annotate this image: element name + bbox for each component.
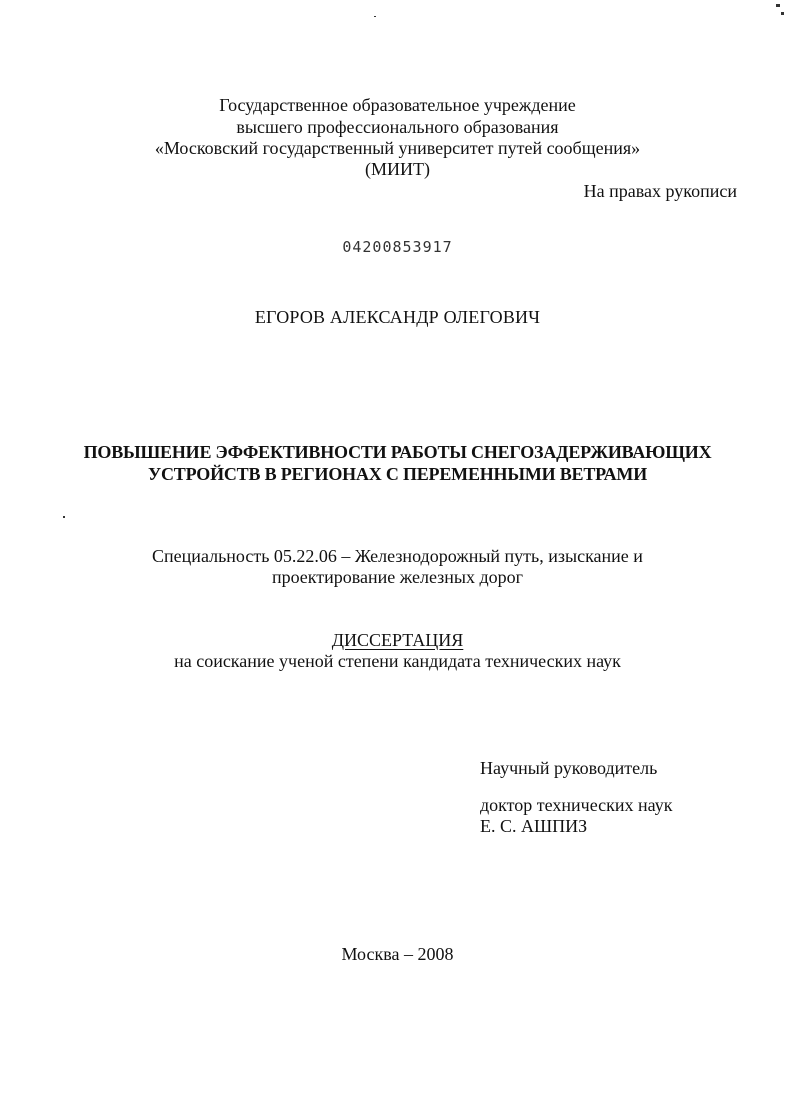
thesis-title-line-1: ПОВЫШЕНИЕ ЭФФЕКТИВНОСТИ РАБОТЫ СНЕГОЗАДЕРЖИВАЮЩИХ bbox=[83, 442, 712, 462]
dissertation-label bbox=[0, 629, 795, 651]
institution-line-3: «Московский государственный университет путей сообщения» bbox=[154, 138, 641, 158]
registry-code: 04200853917 bbox=[342, 238, 453, 256]
dissertation-label-text: ДИССЕРТАЦИЯ bbox=[331, 630, 464, 650]
scan-artifact bbox=[374, 16, 376, 17]
author-name: ЕГОРОВ АЛЕКСАНДР ОЛЕГОВИЧ bbox=[254, 307, 541, 327]
scan-artifact bbox=[781, 12, 784, 15]
institution-abbreviation: (МИИТ) bbox=[365, 159, 430, 179]
scan-artifact bbox=[63, 516, 65, 518]
thesis-title-line-2: УСТРОЙСТВ В РЕГИОНАХ С ПЕРЕМЕННЫМИ ВЕТРАМИ bbox=[147, 464, 648, 484]
institution-line-1: Государственное образовательное учреждение bbox=[219, 95, 576, 115]
specialty-line-2: проектирование железных дорог bbox=[271, 567, 524, 587]
place-and-year: Москва – 2008 bbox=[341, 944, 454, 964]
dissertation-purpose: на соискание ученой степени кандидата технических наук bbox=[174, 651, 621, 671]
supervisor-label: Научный руководитель bbox=[480, 758, 658, 778]
institution-line-2: высшего профессионального образования bbox=[236, 117, 559, 137]
manuscript-rights-note: На правах рукописи bbox=[583, 181, 737, 201]
specialty-line-1: Специальность 05.22.06 – Железнодорожный путь, изыскание и bbox=[152, 546, 643, 566]
supervisor-degree: доктор технических наук bbox=[480, 795, 673, 815]
scan-artifact bbox=[776, 4, 780, 7]
supervisor-name: Е. С. АШПИЗ bbox=[480, 816, 588, 836]
